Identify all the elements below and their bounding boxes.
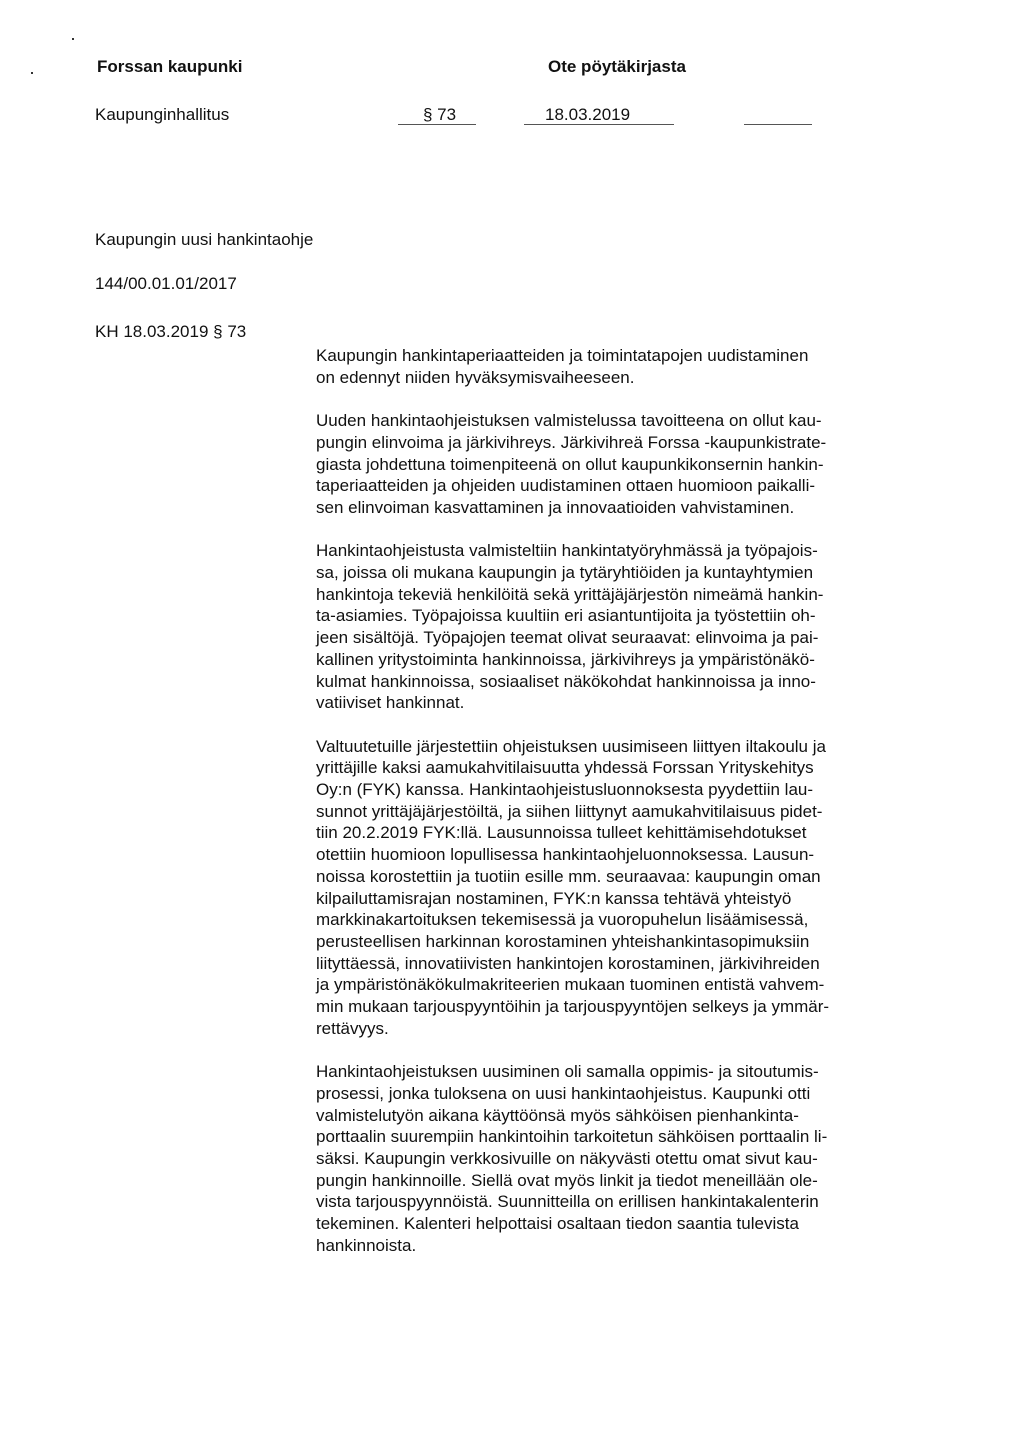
paragraph: Uuden hankintaohjeistuksen valmistelussa tavoitteena on ollut kau- pungin elinvoima ja järkivihreys. Järkivihreä Forssa -kaupunkistrate- giasta johdettuna toimenpiteenä on ollut kaupunkikonsernin hankin- taperiaatteiden ja ohjeiden uudistaminen ottaen huomioon paikalli- sen elinvoiman kasvattaminen ja innovaatioiden vahvistaminen. [316,411,827,517]
section-number: § 73 [423,105,457,124]
municipality-name: Forssan kaupunki [97,57,243,76]
meeting-reference: KH 18.03.2019 § 73 [95,322,247,341]
meeting-date: 18.03.2019 [545,105,631,124]
date-underline [524,124,674,125]
paragraph: Kaupungin hankintaperiaatteiden ja toimintatapojen uudistaminen on edennyt niiden hyväksymisvaiheeseen. [316,346,809,387]
paragraph: Valtuutetuille järjestettiin ohjeistuksen uusimiseen liittyen iltakoulu ja yrittäjille kaksi aamukahvitilaisuutta yhdessä Forssan Yrityskehitys Oy:n (FYK) kanssa. Hankintaohjeistusluonnoksesta pyydettiin lau- sunnot yrittäjäjärjestöiltä, ja siihen liittynyt aamukahvitilaisuus pidet- tiin 20.2.2019 FYK:llä. Lausunnoissa tulleet kehittämisehdotukset otettiin huomioon lopullisessa hankintaohjeluonnoksessa. Lausun- noissa korostettiin ja tuotiin esille mm. seuraavaa: kaupungin oman kilpailuttamisrajan nostaminen, FYK:n kanssa tehtävä yhteistyö markkinakartoituksen tekemisessä ja vuoropuhelun lisäämisessä, perusteellisen harkinnan korostaminen yhteishankintasopimuksiin liityttäessä, innovatiivisten hankintojen korostaminen, järkivihreiden ja ympäristönäkökulmakriteerien mukaan tuominen entistä vahvem- min mukaan tarjouspyyntöihin ja tarjouspyyntöjen selkeys ja ymmär- rettävyys. [316,736,830,1038]
section-underline [398,124,476,125]
diary-number: 144/00.01.01/2017 [95,274,237,293]
paragraph: Hankintaohjeistuksen uusiminen oli samalla oppimis- ja sitoutumis- prosessi, jonka tuloksena on uusi hankintaohjeistus. Kaupunki otti valmistelutyön aikana käyttöönsä myös sähköisen pienhankinta- porttaalin suurempiin hankintoihin tarkoitetun sähköisen porttaalin li- säksi. Kaupungin verkkosivuille on näkyvästi otettu omat sivut kau- pungin hankinnoille. Siellä ovat myös linkit ja tiedot meneillään ole- vista tarjouspyynnöistä. Suunnitteilla on erillisen hankintakalenterin tekeminen. Kalenteri helpottaisi osaltaan tiedon saantia tulevista hankinnoista. [316,1062,828,1255]
document-type: Ote pöytäkirjasta [548,57,686,76]
decision-body: Kaupunginhallitus [95,105,230,124]
trailing-underline [744,124,812,125]
decision-body-text [316,345,956,1278]
scan-speck [31,72,33,74]
item-title: Kaupungin uusi hankintaohje [95,230,314,249]
scan-speck [72,38,74,40]
paragraph: Hankintaohjeistusta valmisteltiin hankintatyöryhmässä ja työpajois- sa, joissa oli mukana kaupungin ja tytäryhtiöiden ja kuntayhtymien hankintoja tekeviä henkilöitä sekä yrittäjäjärjestön nimeämä hankin- ta-asiamies. Työpajoissa kuultiin eri asiantuntijoita ja työstettiin oh- jeen sisältöjä. Työpajojen teemat olivat seuraavat: elinvoima ja pai- kallinen yritystoiminta hankinnoissa, järkivihreys ja ympäristönäkö- kulmat hankinnoissa, sosiaaliset näkökohdat hankinnoissa ja inno- vatiiviset hankinnat. [316,541,824,713]
